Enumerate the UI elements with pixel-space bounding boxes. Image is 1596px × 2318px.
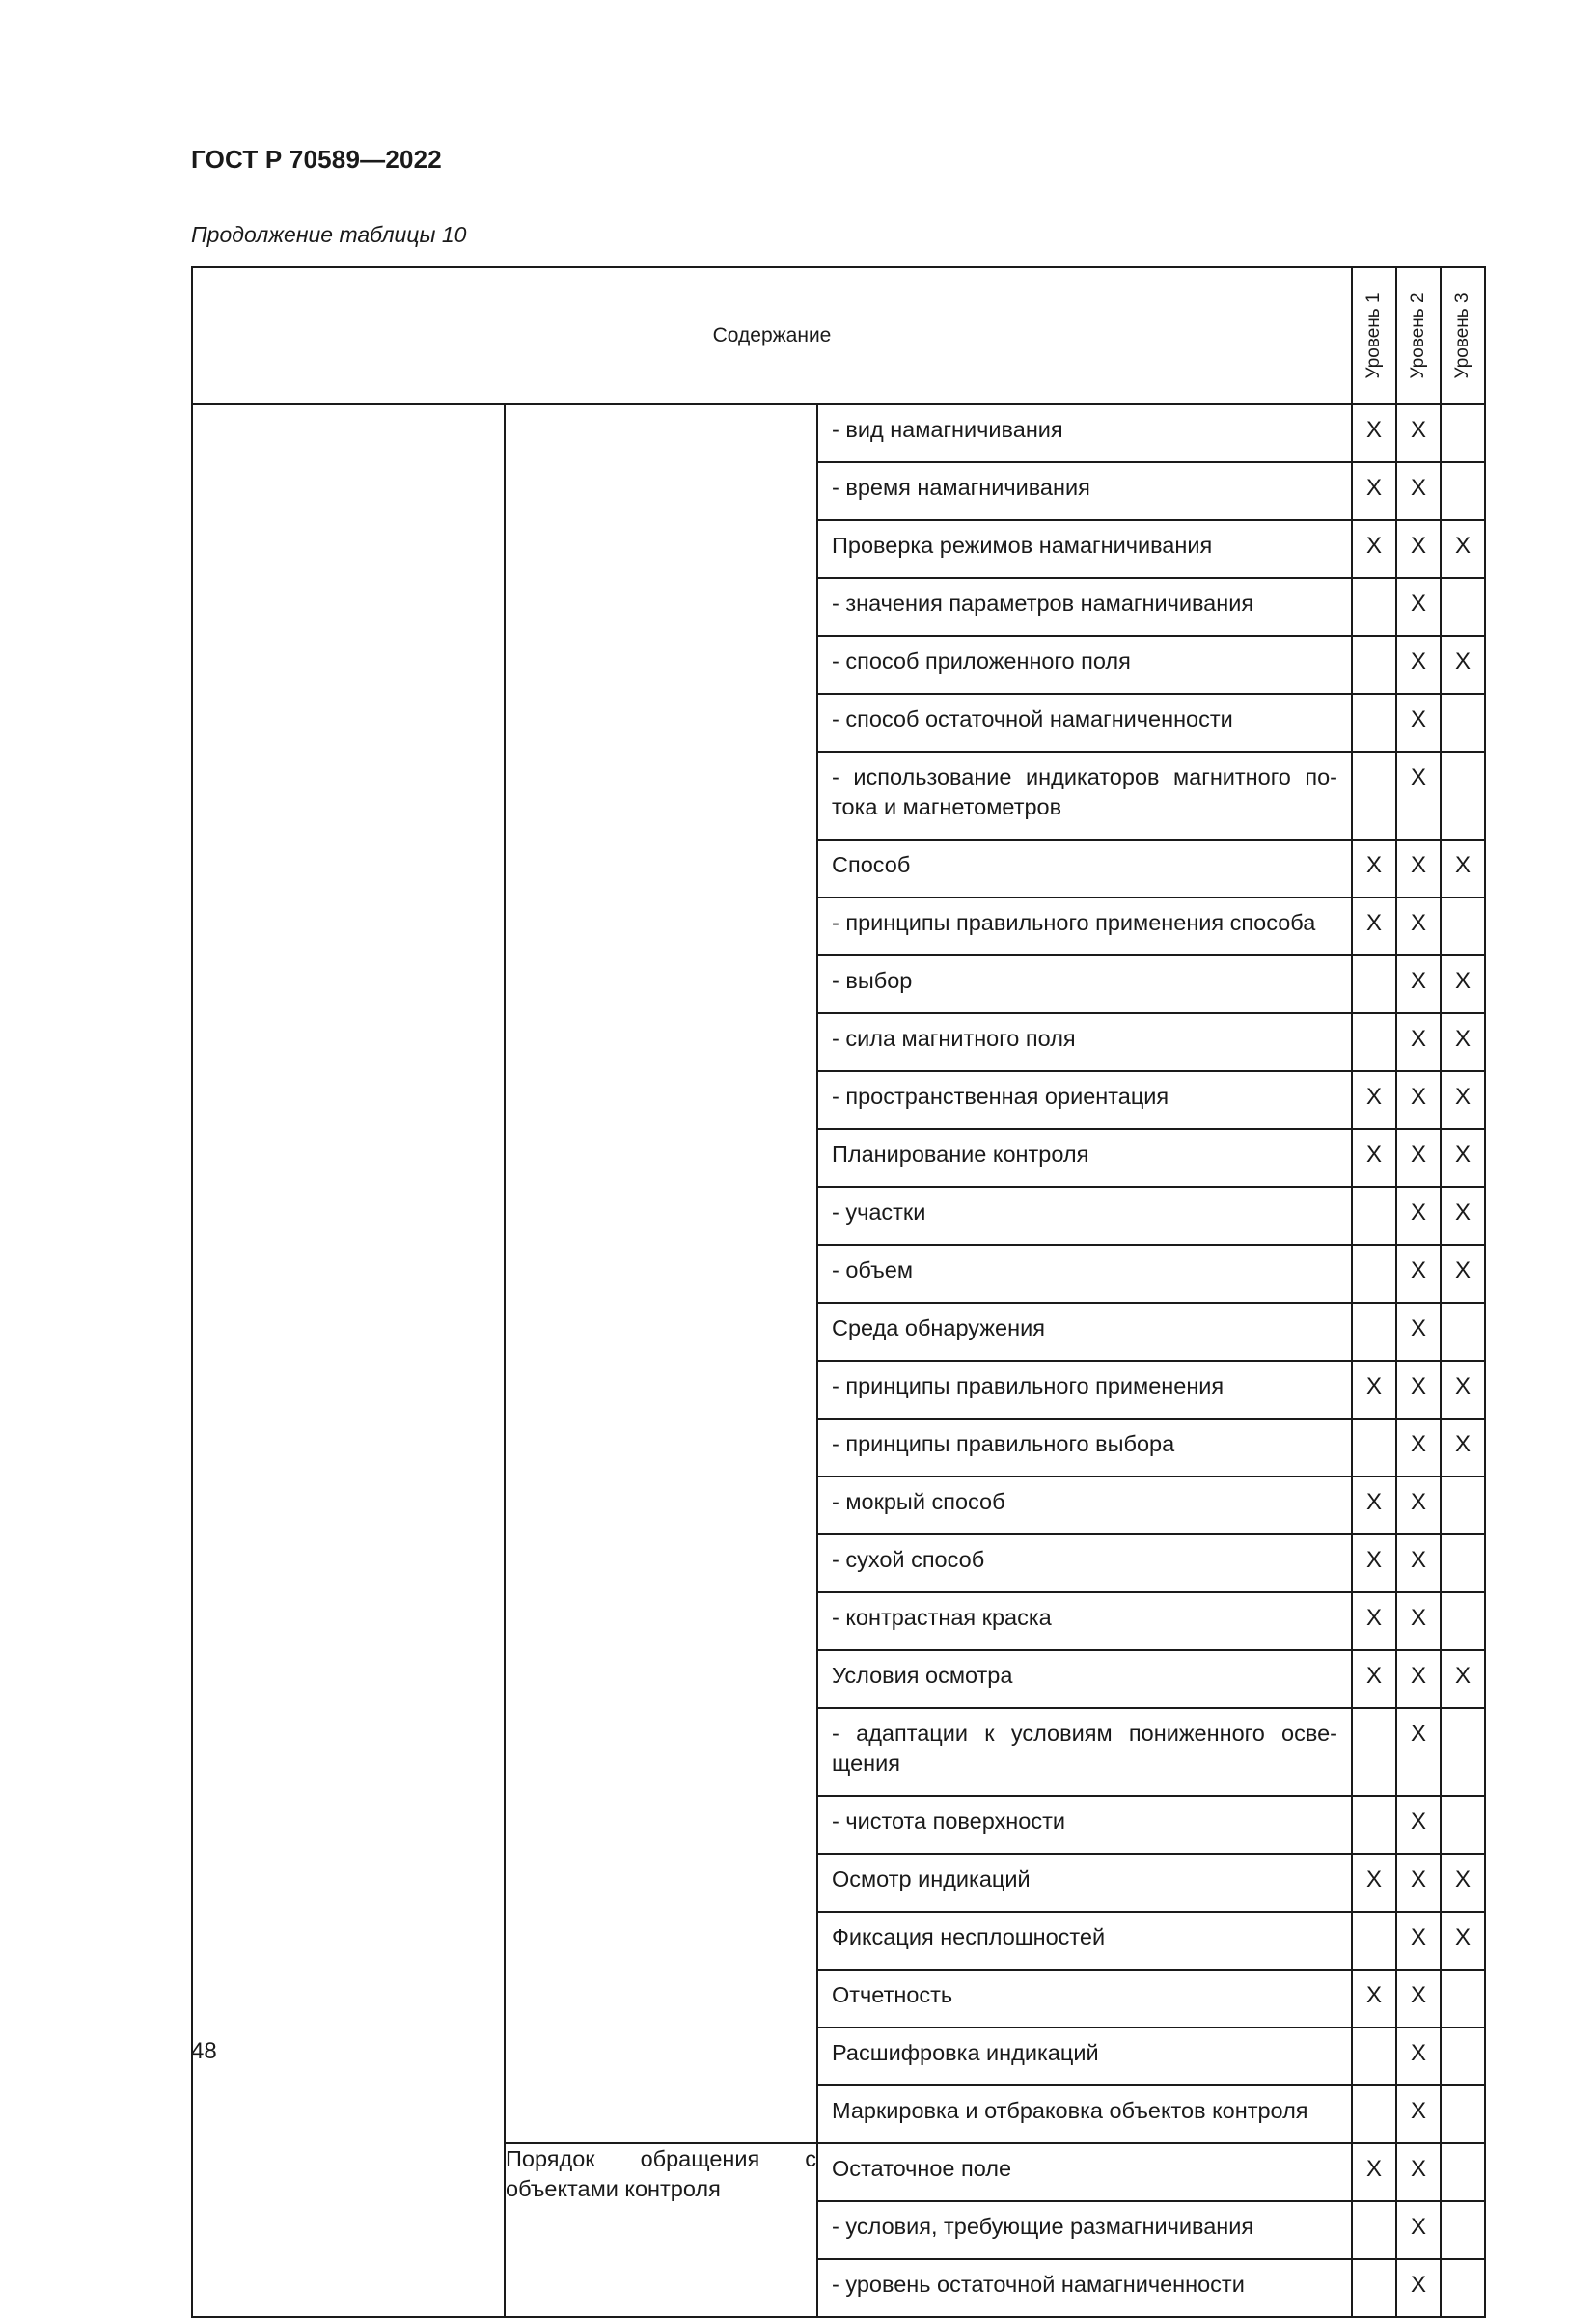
header-level-2: Уровень 2 bbox=[1396, 267, 1441, 404]
row-content: - время намагничивания bbox=[817, 462, 1352, 520]
level-2-mark: X bbox=[1396, 578, 1441, 636]
group-label-cell: Порядок обращения с объектами контроля bbox=[505, 2143, 817, 2317]
level-2-mark: X bbox=[1396, 2143, 1441, 2201]
row-content: - объем bbox=[817, 1245, 1352, 1303]
level-3-mark: X bbox=[1441, 840, 1485, 897]
header-content: Содержание bbox=[192, 267, 1352, 404]
level-1-mark: X bbox=[1352, 1854, 1396, 1912]
level-2-mark: X bbox=[1396, 897, 1441, 955]
row-content: - способ остаточной намагниченности bbox=[817, 694, 1352, 752]
level-2-mark: X bbox=[1396, 1534, 1441, 1592]
level-3-mark bbox=[1441, 578, 1485, 636]
level-2-mark: X bbox=[1396, 2259, 1441, 2317]
level-2-mark: X bbox=[1396, 1592, 1441, 1650]
table-continuation-caption: Продолжение таблицы 10 bbox=[191, 222, 467, 247]
level-2-mark: X bbox=[1396, 2028, 1441, 2085]
level-3-mark bbox=[1441, 1303, 1485, 1361]
level-1-mark bbox=[1352, 955, 1396, 1013]
table-row bbox=[192, 404, 1485, 462]
row-content: Остаточное поле bbox=[817, 2143, 1352, 2201]
level-2-mark: X bbox=[1396, 2085, 1441, 2143]
level-1-mark bbox=[1352, 1708, 1396, 1796]
row-content: - принципы правильного применения способа bbox=[817, 897, 1352, 955]
level-1-mark: X bbox=[1352, 404, 1396, 462]
level-3-mark: X bbox=[1441, 1071, 1485, 1129]
level-3-mark bbox=[1441, 1708, 1485, 1796]
level-1-mark bbox=[1352, 694, 1396, 752]
level-3-mark: X bbox=[1441, 1419, 1485, 1476]
level-2-mark: X bbox=[1396, 1970, 1441, 2028]
row-content: - чистота поверхности bbox=[817, 1796, 1352, 1854]
row-content: Условия осмотра bbox=[817, 1650, 1352, 1708]
level-1-mark bbox=[1352, 578, 1396, 636]
header-level-1: Уровень 1 bbox=[1352, 267, 1396, 404]
level-3-mark bbox=[1441, 2201, 1485, 2259]
level-2-mark: X bbox=[1396, 636, 1441, 694]
level-2-mark: X bbox=[1396, 840, 1441, 897]
level-1-mark bbox=[1352, 2028, 1396, 2085]
level-3-mark bbox=[1441, 752, 1485, 840]
level-2-mark: X bbox=[1396, 694, 1441, 752]
level-2-mark: X bbox=[1396, 1419, 1441, 1476]
row-content: Планирование контроля bbox=[817, 1129, 1352, 1187]
level-3-mark bbox=[1441, 1592, 1485, 1650]
level-2-mark: X bbox=[1396, 1187, 1441, 1245]
level-1-mark bbox=[1352, 2201, 1396, 2259]
level-3-mark: X bbox=[1441, 1013, 1485, 1071]
table-header-row bbox=[192, 267, 1485, 404]
level-1-mark: X bbox=[1352, 1970, 1396, 2028]
level-2-mark: X bbox=[1396, 1245, 1441, 1303]
page-number: 48 bbox=[191, 2038, 217, 2064]
level-3-mark: X bbox=[1441, 636, 1485, 694]
level-1-mark bbox=[1352, 1303, 1396, 1361]
level-1-mark bbox=[1352, 2259, 1396, 2317]
level-2-mark: X bbox=[1396, 1303, 1441, 1361]
level-2-mark: X bbox=[1396, 1708, 1441, 1796]
level-2-mark: X bbox=[1396, 752, 1441, 840]
level-1-mark: X bbox=[1352, 1650, 1396, 1708]
row-content: Фиксация несплошностей bbox=[817, 1912, 1352, 1970]
level-1-mark: X bbox=[1352, 520, 1396, 578]
level-2-mark: X bbox=[1396, 1854, 1441, 1912]
level-3-mark: X bbox=[1441, 520, 1485, 578]
row-content: Отчетность bbox=[817, 1970, 1352, 2028]
row-content: - принципы правильного выбора bbox=[817, 1419, 1352, 1476]
level-1-mark: X bbox=[1352, 1071, 1396, 1129]
level-1-mark bbox=[1352, 1912, 1396, 1970]
level-3-mark bbox=[1441, 1970, 1485, 2028]
row-content: Расшифровка индикаций bbox=[817, 2028, 1352, 2085]
row-content: Маркировка и отбраковка объектов контроля bbox=[817, 2085, 1352, 2143]
level-3-mark bbox=[1441, 2259, 1485, 2317]
level-3-mark: X bbox=[1441, 1854, 1485, 1912]
row-content: Среда обнаружения bbox=[817, 1303, 1352, 1361]
row-content: - условия, требующие размагничивания bbox=[817, 2201, 1352, 2259]
level-1-mark: X bbox=[1352, 897, 1396, 955]
level-1-mark: X bbox=[1352, 1361, 1396, 1419]
row-content: - сухой способ bbox=[817, 1534, 1352, 1592]
level-2-mark: X bbox=[1396, 2201, 1441, 2259]
row-content: - пространственная ориентация bbox=[817, 1071, 1352, 1129]
document-title: ГОСТ Р 70589—2022 bbox=[191, 145, 442, 174]
level-1-mark bbox=[1352, 636, 1396, 694]
level-3-mark bbox=[1441, 897, 1485, 955]
level-3-mark: X bbox=[1441, 1650, 1485, 1708]
row-content: Способ bbox=[817, 840, 1352, 897]
level-3-mark bbox=[1441, 2143, 1485, 2201]
level-3-mark: X bbox=[1441, 1187, 1485, 1245]
level-1-mark bbox=[1352, 1796, 1396, 1854]
row-content: - контрастная краска bbox=[817, 1592, 1352, 1650]
row-content: - уровень остаточной намагниченности bbox=[817, 2259, 1352, 2317]
row-content: - выбор bbox=[817, 955, 1352, 1013]
level-3-mark: X bbox=[1441, 1912, 1485, 1970]
level-3-mark bbox=[1441, 1534, 1485, 1592]
row-content: - вид намагничивания bbox=[817, 404, 1352, 462]
level-2-mark: X bbox=[1396, 1129, 1441, 1187]
level-3-mark bbox=[1441, 2028, 1485, 2085]
level-1-mark bbox=[1352, 1187, 1396, 1245]
subsection-cell bbox=[505, 404, 817, 2143]
row-content: - адаптации к условиям пониженного осве-щения bbox=[817, 1708, 1352, 1796]
level-2-mark: X bbox=[1396, 1361, 1441, 1419]
table-body bbox=[192, 404, 1485, 2317]
level-2-mark: X bbox=[1396, 1071, 1441, 1129]
level-3-mark: X bbox=[1441, 1361, 1485, 1419]
level-1-mark: X bbox=[1352, 1476, 1396, 1534]
level-1-mark bbox=[1352, 2085, 1396, 2143]
level-2-mark: X bbox=[1396, 404, 1441, 462]
level-1-mark bbox=[1352, 1419, 1396, 1476]
row-content: - мокрый способ bbox=[817, 1476, 1352, 1534]
level-2-mark: X bbox=[1396, 1013, 1441, 1071]
level-3-mark: X bbox=[1441, 1129, 1485, 1187]
level-2-mark: X bbox=[1396, 1796, 1441, 1854]
level-1-mark: X bbox=[1352, 1592, 1396, 1650]
level-3-mark bbox=[1441, 694, 1485, 752]
level-3-mark bbox=[1441, 2085, 1485, 2143]
level-3-mark bbox=[1441, 1476, 1485, 1534]
level-2-mark: X bbox=[1396, 462, 1441, 520]
row-content: - значения параметров намагничивания bbox=[817, 578, 1352, 636]
level-1-mark bbox=[1352, 1245, 1396, 1303]
level-1-mark: X bbox=[1352, 2143, 1396, 2201]
row-content: - сила магнитного поля bbox=[817, 1013, 1352, 1071]
level-1-mark bbox=[1352, 752, 1396, 840]
row-content: Осмотр индикаций bbox=[817, 1854, 1352, 1912]
row-content: - участки bbox=[817, 1187, 1352, 1245]
row-content: - способ приложенного поля bbox=[817, 636, 1352, 694]
header-level-3: Уровень 3 bbox=[1441, 267, 1485, 404]
level-2-mark: X bbox=[1396, 1650, 1441, 1708]
level-3-mark: X bbox=[1441, 955, 1485, 1013]
level-2-mark: X bbox=[1396, 1912, 1441, 1970]
level-1-mark bbox=[1352, 1013, 1396, 1071]
content-table bbox=[191, 266, 1486, 2318]
level-3-mark bbox=[1441, 1796, 1485, 1854]
level-3-mark bbox=[1441, 404, 1485, 462]
level-2-mark: X bbox=[1396, 955, 1441, 1013]
level-3-mark bbox=[1441, 462, 1485, 520]
row-content: - использование индикаторов магнитного по-тока и магнетометров bbox=[817, 752, 1352, 840]
level-1-mark: X bbox=[1352, 1129, 1396, 1187]
section-cell bbox=[192, 404, 505, 2317]
level-1-mark: X bbox=[1352, 1534, 1396, 1592]
level-3-mark: X bbox=[1441, 1245, 1485, 1303]
row-content: - принципы правильного применения bbox=[817, 1361, 1352, 1419]
level-1-mark: X bbox=[1352, 840, 1396, 897]
level-2-mark: X bbox=[1396, 520, 1441, 578]
level-2-mark: X bbox=[1396, 1476, 1441, 1534]
row-content: Проверка режимов намагничивания bbox=[817, 520, 1352, 578]
level-1-mark: X bbox=[1352, 462, 1396, 520]
